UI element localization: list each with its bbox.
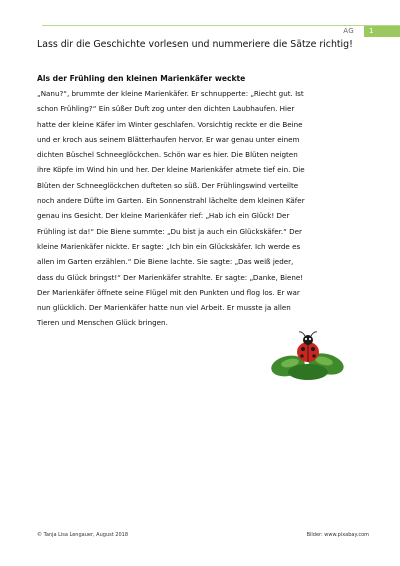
story-text: „Nanu?“, brummte der kleine Marienkäfer. Er schnupperte: „Riecht gut. Ist schon Frühling?“ Ein süßer Duft zog unter den dichten Laubhaufen. Hier hatte der kleine Käfer im Winter geschlafen. Vorsichtig reckte er die Beine und er kroch aus seinem Blätterhaufen hervor. Er war genau unter einem dichten Büschel Schneeglöckchen. Schön war es hier. Die Blüten neigten ihre Köpfe im Wind hin und her. Der kleine Marienkäfer atmete tief ein. Die Blüten der Schneeglöckchen dufteten so süß. Der Frühlingswind verteilte noch andere Düfte im Garten. Ein Sonnenstrahl lächelte dem kleinen Käfer genau ins Gesicht. Der kleine Marienkäfer rief: „Hab ich ein Glück! Der Frühling ist da!“ Die Biene summte: „Du bist ja auch ein Glückskäfer.“ Der kleine Marienkäfer nickte. Er sagte: „Ich bin ein Glückskäfer. Ich werde es allen im Garten erzählen.“ Die Biene lachte. Sie sagte: „Das weiß jeder, dass du Glück bringst!“ Der Marienkäfer strahlte. Er sagte: „Danke, Biene! Der Marienkäfer öffnete seine Flügel mit den Punkten und flog los. Er war nun glücklich. Der Marienkäfer hatte nun viel Arbeit. Er musste ja allen Tieren und Menschen Glück bringen. (37, 89, 305, 328)
copyright-notice: © Tanja Lisa Lengauer, August 2018 (37, 532, 128, 538)
task-instruction: Lass dir die Geschichte vorlesen und nummeriere die Sätze richtig! (37, 39, 353, 50)
story-title: Als der Frühling den kleinen Marienkäfer weckte (37, 74, 246, 83)
ag-label: AG (343, 27, 354, 35)
ladybug-on-clover-icon (268, 330, 348, 380)
image-credit: Bilder: www.pixabay.com (306, 532, 369, 538)
page-footer (37, 532, 369, 542)
ladybug-clover-drawing (268, 330, 348, 380)
page-number-badge: 1 (364, 25, 400, 37)
header-divider (42, 25, 400, 26)
